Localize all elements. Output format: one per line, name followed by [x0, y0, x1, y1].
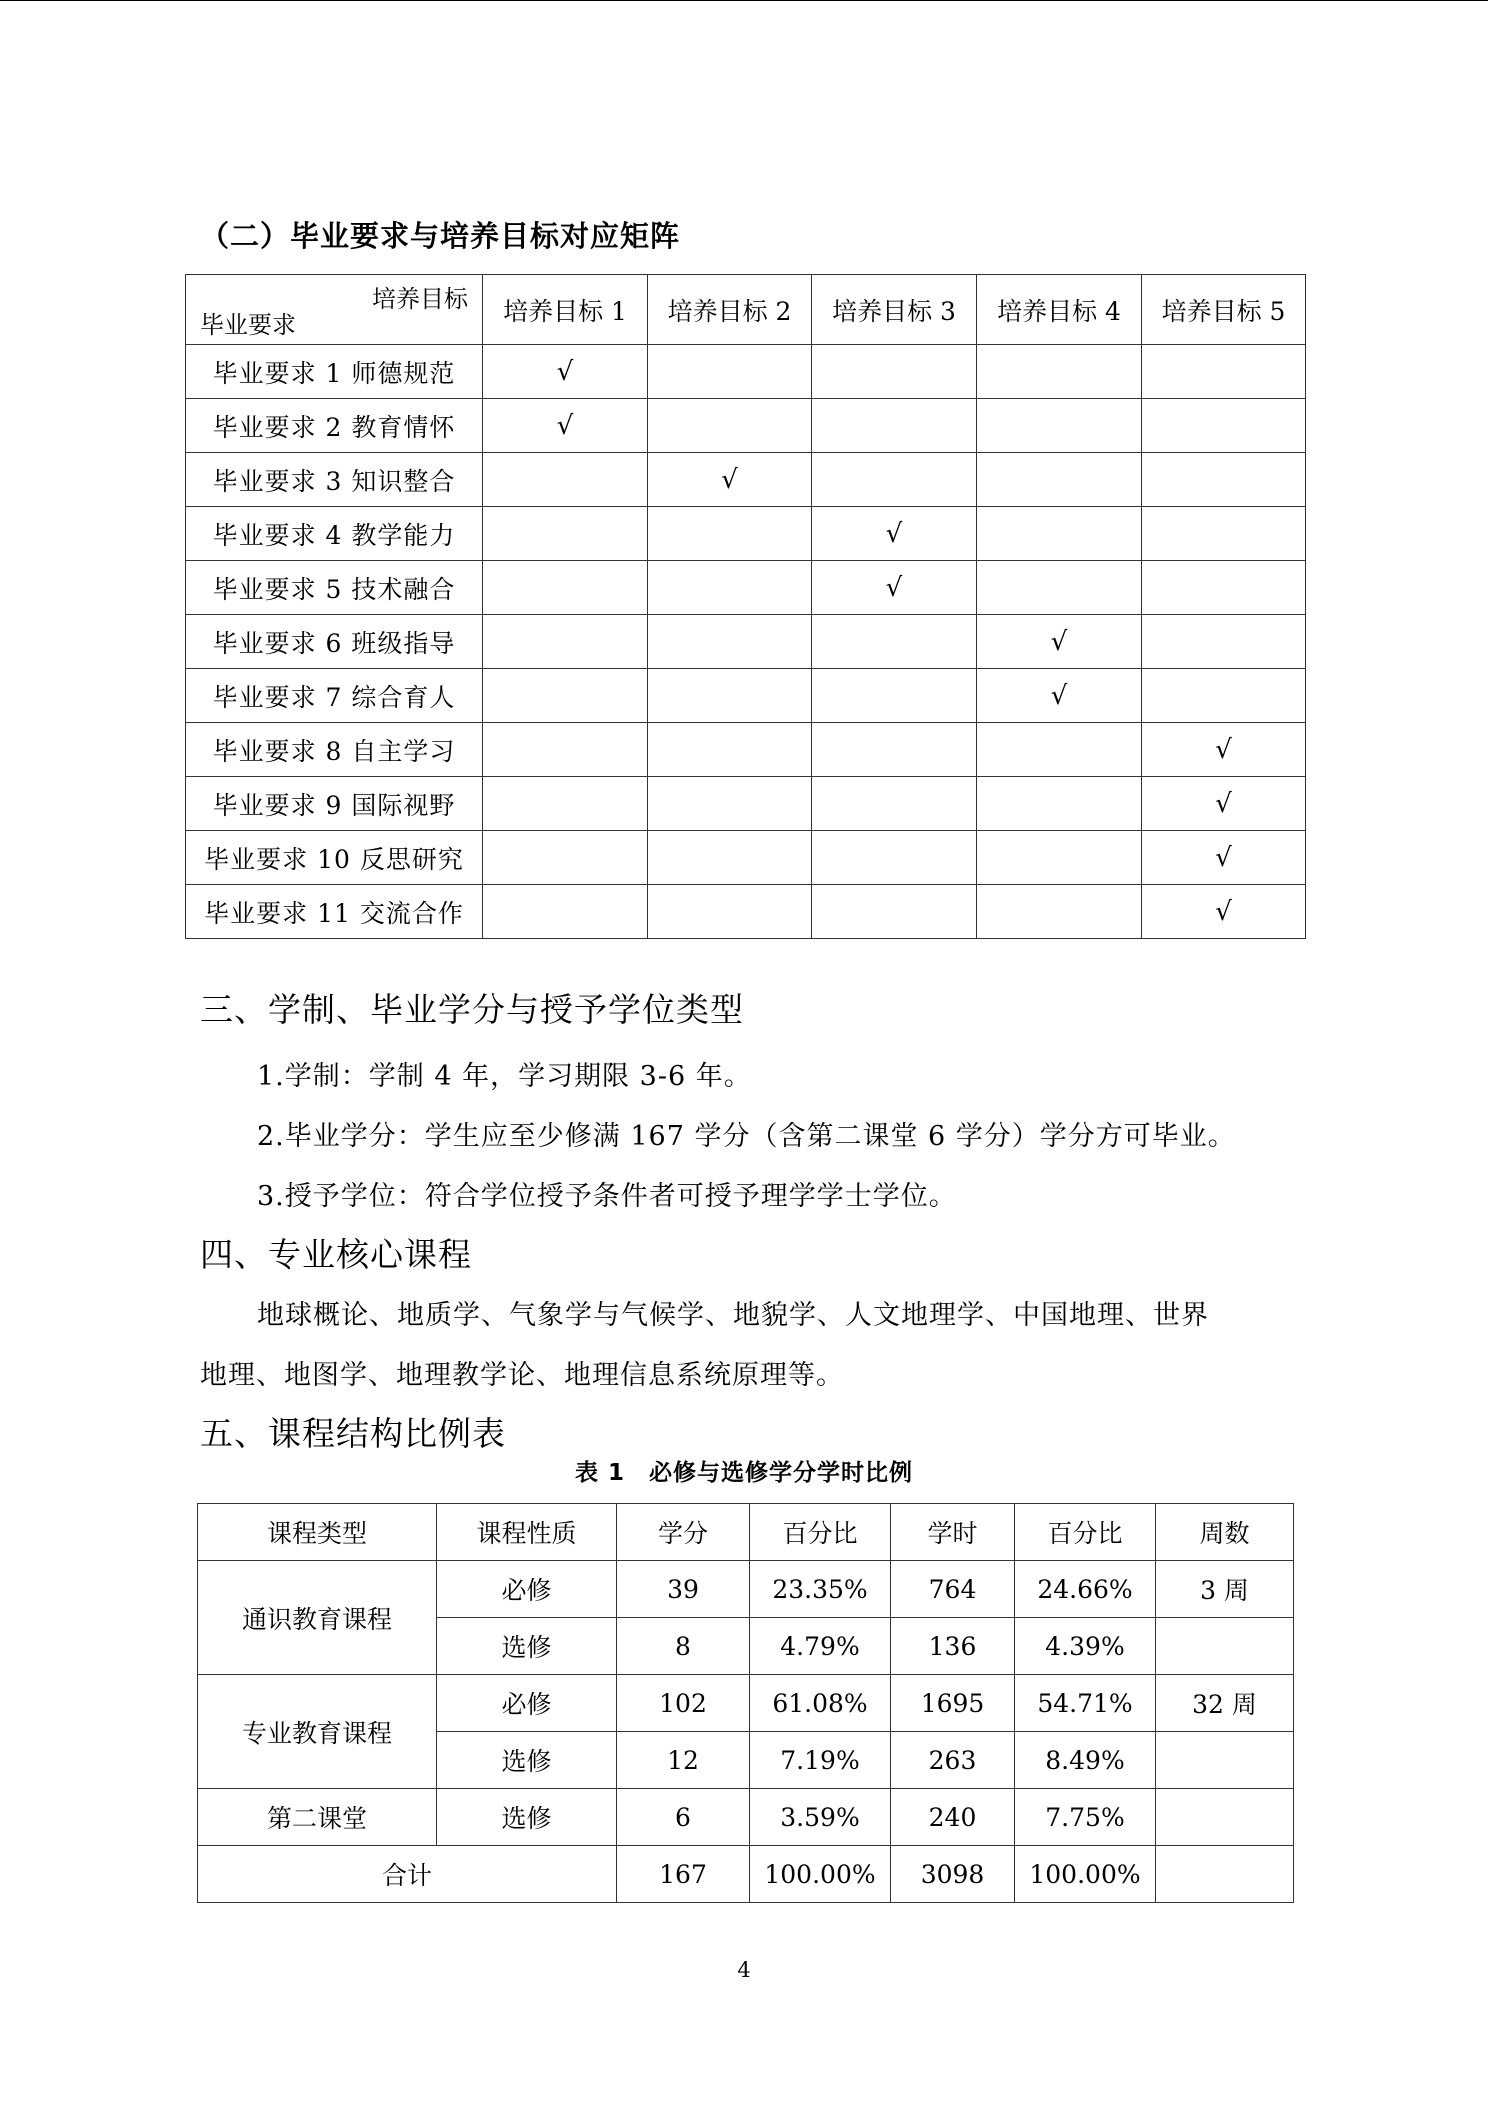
empty-cell	[648, 777, 812, 831]
credit-percent-cell: 61.08%	[750, 1675, 891, 1732]
credit-percent-cell: 23.35%	[750, 1561, 891, 1618]
empty-cell	[812, 345, 977, 399]
hour-percent-cell: 4.39%	[1015, 1618, 1156, 1675]
check-mark-icon: √	[556, 410, 574, 441]
empty-cell	[648, 885, 812, 939]
matrix-row	[186, 777, 1306, 831]
empty-cell	[648, 507, 812, 561]
credits-cell: 39	[617, 1561, 750, 1618]
check-mark-icon: √	[885, 518, 903, 549]
column-header: 百分比	[1015, 1504, 1156, 1561]
table-row	[198, 1675, 1294, 1732]
matrix-row	[186, 561, 1306, 615]
empty-cell	[648, 615, 812, 669]
weeks-cell	[1156, 1789, 1294, 1846]
page-number: 4	[737, 1958, 751, 1982]
matrix-row	[186, 669, 1306, 723]
check-mark-icon: √	[1050, 680, 1068, 711]
empty-cell	[977, 399, 1142, 453]
hours-cell: 1695	[891, 1675, 1015, 1732]
check-cell	[483, 399, 648, 453]
requirements-goals-matrix	[185, 274, 1306, 939]
goal-header: 培养目标 5	[1142, 275, 1306, 345]
credit-percent-cell: 3.59%	[750, 1789, 891, 1846]
empty-cell	[977, 831, 1142, 885]
empty-cell	[1142, 561, 1306, 615]
check-mark-icon: √	[1215, 734, 1232, 765]
column-header: 周数	[1156, 1504, 1294, 1561]
requirement-label: 毕业要求 5 技术融合	[186, 561, 483, 615]
empty-cell	[1142, 399, 1306, 453]
matrix-corner-cell	[186, 275, 483, 345]
check-mark-icon: √	[885, 572, 903, 603]
check-cell	[648, 453, 812, 507]
empty-cell	[483, 561, 648, 615]
empty-cell	[483, 507, 648, 561]
empty-cell	[812, 723, 977, 777]
requirement-label: 毕业要求 3 知识整合	[186, 453, 483, 507]
column-header: 学时	[891, 1504, 1015, 1561]
course-nature-cell: 必修	[437, 1561, 617, 1618]
course-nature-cell: 选修	[437, 1732, 617, 1789]
empty-cell	[648, 561, 812, 615]
hour-percent-cell: 24.66%	[1015, 1561, 1156, 1618]
check-cell	[483, 345, 648, 399]
hours-cell: 263	[891, 1732, 1015, 1789]
requirement-label: 毕业要求 9 国际视野	[186, 777, 483, 831]
empty-cell	[1142, 669, 1306, 723]
check-mark-icon: √	[1050, 626, 1068, 657]
section-3-item-3: 3.授予学位：符合学位授予条件者可授予理学学士学位。	[257, 1181, 957, 1212]
course-type-cell: 专业教育课程	[198, 1675, 437, 1789]
column-header: 课程性质	[437, 1504, 617, 1561]
total-hour-percent-cell: 100.00%	[1015, 1846, 1156, 1903]
requirement-label: 毕业要求 7 综合育人	[186, 669, 483, 723]
empty-cell	[648, 723, 812, 777]
course-nature-cell: 选修	[437, 1789, 617, 1846]
section-4-title: 四、专业核心课程	[200, 1235, 472, 1274]
empty-cell	[1142, 615, 1306, 669]
empty-cell	[483, 669, 648, 723]
empty-cell	[977, 453, 1142, 507]
check-cell	[812, 507, 977, 561]
hours-cell: 764	[891, 1561, 1015, 1618]
check-mark-icon: √	[556, 356, 574, 387]
matrix-row	[186, 723, 1306, 777]
hours-cell: 136	[891, 1618, 1015, 1675]
course-type-cell: 第二课堂	[198, 1789, 437, 1846]
corner-goal-label: 培养目标	[372, 285, 468, 313]
table-caption: 表 1 必修与选修学分学时比例	[574, 1460, 913, 1486]
corner-requirement-label: 毕业要求	[200, 311, 296, 339]
empty-cell	[977, 723, 1142, 777]
matrix-row	[186, 345, 1306, 399]
credit-percent-cell: 4.79%	[750, 1618, 891, 1675]
weeks-cell	[1156, 1732, 1294, 1789]
course-nature-cell: 选修	[437, 1618, 617, 1675]
check-cell	[1142, 885, 1306, 939]
weeks-cell: 32 周	[1156, 1675, 1294, 1732]
requirement-label: 毕业要求 1 师德规范	[186, 345, 483, 399]
check-mark-icon: √	[1215, 788, 1232, 819]
section-3-item-2: 2.毕业学分：学生应至少修满 167 学分（含第二课堂 6 学分）学分方可毕业。	[257, 1121, 1236, 1152]
matrix-row	[186, 453, 1306, 507]
empty-cell	[1142, 345, 1306, 399]
empty-cell	[483, 777, 648, 831]
course-nature-cell: 必修	[437, 1675, 617, 1732]
hour-percent-cell: 7.75%	[1015, 1789, 1156, 1846]
goal-header: 培养目标 3	[812, 275, 977, 345]
total-credit-percent-cell: 100.00%	[750, 1846, 891, 1903]
credits-cell: 6	[617, 1789, 750, 1846]
core-courses-line-2: 地理、地图学、地理教学论、地理信息系统原理等。	[200, 1360, 844, 1391]
empty-cell	[977, 561, 1142, 615]
empty-cell	[812, 777, 977, 831]
column-header: 百分比	[750, 1504, 891, 1561]
credit-percent-cell: 7.19%	[750, 1732, 891, 1789]
matrix-row	[186, 885, 1306, 939]
matrix-header-row	[186, 275, 1306, 345]
check-cell	[977, 615, 1142, 669]
column-header: 课程类型	[198, 1504, 437, 1561]
empty-cell	[977, 777, 1142, 831]
check-cell	[1142, 831, 1306, 885]
empty-cell	[977, 885, 1142, 939]
check-cell	[1142, 777, 1306, 831]
empty-cell	[812, 885, 977, 939]
empty-cell	[648, 669, 812, 723]
requirement-label: 毕业要求 6 班级指导	[186, 615, 483, 669]
total-credits-cell: 167	[617, 1846, 750, 1903]
table-row	[198, 1561, 1294, 1618]
section-2-title: （二）毕业要求与培养目标对应矩阵	[200, 219, 681, 253]
requirement-label: 毕业要求 2 教育情怀	[186, 399, 483, 453]
empty-cell	[648, 831, 812, 885]
table-row	[198, 1789, 1294, 1846]
check-cell	[812, 561, 977, 615]
empty-cell	[812, 399, 977, 453]
empty-cell	[648, 399, 812, 453]
requirement-label: 毕业要求 11 交流合作	[186, 885, 483, 939]
hour-percent-cell: 8.49%	[1015, 1732, 1156, 1789]
goal-header: 培养目标 4	[977, 275, 1142, 345]
total-row	[198, 1846, 1294, 1903]
goal-header: 培养目标 2	[648, 275, 812, 345]
empty-cell	[977, 345, 1142, 399]
weeks-cell	[1156, 1618, 1294, 1675]
check-cell	[977, 669, 1142, 723]
core-courses-line-1: 地球概论、地质学、气象学与气候学、地貌学、人文地理学、中国地理、世界	[257, 1300, 1209, 1331]
matrix-row	[186, 399, 1306, 453]
credits-cell: 102	[617, 1675, 750, 1732]
matrix-row	[186, 507, 1306, 561]
weeks-cell: 3 周	[1156, 1561, 1294, 1618]
empty-cell	[812, 453, 977, 507]
requirement-label: 毕业要求 8 自主学习	[186, 723, 483, 777]
total-hours-cell: 3098	[891, 1846, 1015, 1903]
empty-cell	[483, 885, 648, 939]
credits-cell: 8	[617, 1618, 750, 1675]
total-weeks-cell	[1156, 1846, 1294, 1903]
empty-cell	[483, 831, 648, 885]
section-3-item-1: 1.学制：学制 4 年，学习期限 3-6 年。	[257, 1061, 752, 1092]
column-header: 学分	[617, 1504, 750, 1561]
total-label-cell: 合计	[198, 1846, 617, 1903]
hours-cell: 240	[891, 1789, 1015, 1846]
credit-hour-ratio-table	[197, 1503, 1294, 1903]
check-mark-icon: √	[1215, 896, 1232, 927]
hour-percent-cell: 54.71%	[1015, 1675, 1156, 1732]
empty-cell	[648, 345, 812, 399]
course-type-cell: 通识教育课程	[198, 1561, 437, 1675]
ratio-header-row	[198, 1504, 1294, 1561]
empty-cell	[1142, 453, 1306, 507]
empty-cell	[483, 615, 648, 669]
section-3-title: 三、学制、毕业学分与授予学位类型	[200, 990, 744, 1029]
page-top-border	[0, 0, 1488, 1]
goal-header: 培养目标 1	[483, 275, 648, 345]
empty-cell	[977, 507, 1142, 561]
matrix-row	[186, 831, 1306, 885]
empty-cell	[483, 453, 648, 507]
check-mark-icon: √	[1215, 842, 1232, 873]
requirement-label: 毕业要求 4 教学能力	[186, 507, 483, 561]
empty-cell	[812, 669, 977, 723]
requirement-label: 毕业要求 10 反思研究	[186, 831, 483, 885]
matrix-row	[186, 615, 1306, 669]
section-5-title: 五、课程结构比例表	[200, 1414, 506, 1453]
empty-cell	[812, 615, 977, 669]
empty-cell	[483, 723, 648, 777]
check-cell	[1142, 723, 1306, 777]
check-mark-icon: √	[721, 464, 738, 495]
empty-cell	[1142, 507, 1306, 561]
credits-cell: 12	[617, 1732, 750, 1789]
empty-cell	[812, 831, 977, 885]
